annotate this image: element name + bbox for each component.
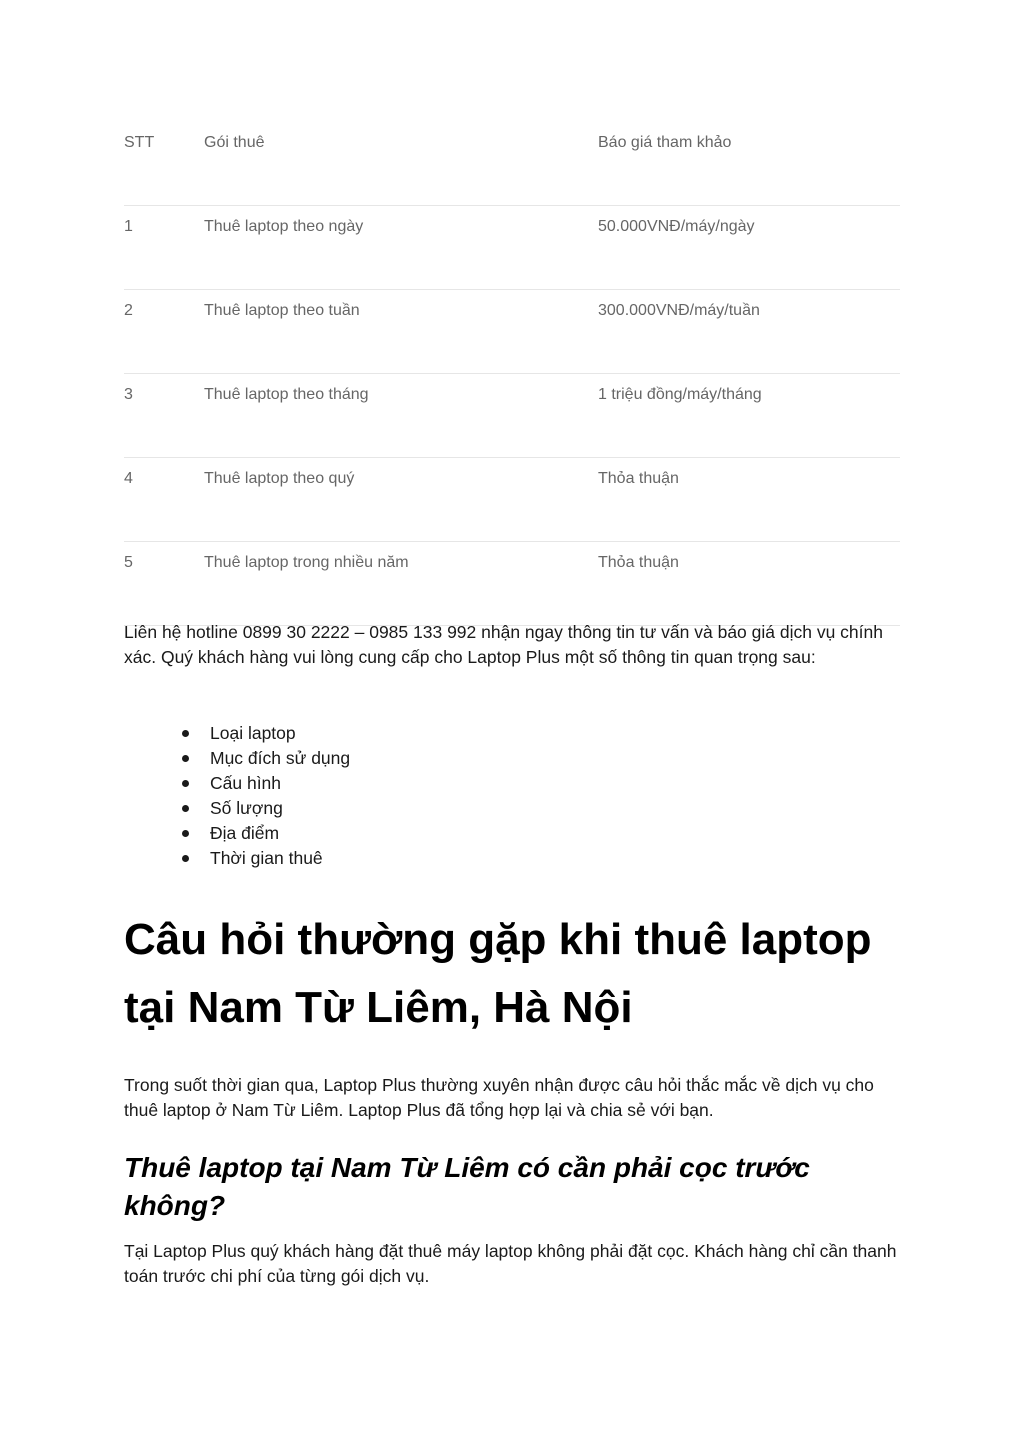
list-item-text: Địa điểm xyxy=(210,823,280,843)
row-price: 1 triệu đồng/máy/tháng xyxy=(598,386,762,403)
row-package: Thuê laptop theo tháng xyxy=(204,386,369,403)
list-item-text: Mục đích sử dụng xyxy=(210,748,351,768)
row-index: 3 xyxy=(124,386,133,403)
price-table xyxy=(124,122,900,626)
list-item-text: Số lượng xyxy=(210,798,283,818)
question-heading: Thuê laptop tại Nam Từ Liêm có cần phải cọc trước không? xyxy=(124,1152,810,1221)
list-item xyxy=(124,796,350,821)
list-item-text: Cấu hình xyxy=(210,773,282,793)
hotline-paragraph: Liên hệ hotline 0899 30 2222 – 0985 133 992 nhận ngay thông tin tư vấn và báo giá dịch vụ chính xác. Quý khách hàng vui lòng cung cấp cho Laptop Plus một số thông tin quan trọng sau: xyxy=(124,622,883,667)
row-price: 50.000VNĐ/máy/ngày xyxy=(598,218,755,235)
faq-intro-paragraph: Trong suốt thời gian qua, Laptop Plus thường xuyên nhận được câu hỏi thắc mắc về dịch vụ cho thuê laptop ở Nam Từ Liêm. Laptop Plus đã tổng hợp lại và chia sẻ với bạn. xyxy=(124,1075,874,1120)
bullet-dot-icon xyxy=(182,855,189,862)
list-item xyxy=(124,771,350,796)
table-row xyxy=(124,290,900,374)
row-package: Thuê laptop trong nhiều năm xyxy=(204,554,409,571)
faq-heading: Câu hỏi thường gặp khi thuê laptop tại Nam Từ Liêm, Hà Nội xyxy=(124,915,872,1032)
row-price: Thỏa thuận xyxy=(598,470,679,487)
row-index: 1 xyxy=(124,218,133,235)
row-price: 300.000VNĐ/máy/tuần xyxy=(598,302,760,319)
list-item xyxy=(124,821,350,846)
row-index: 4 xyxy=(124,470,133,487)
row-package: Thuê laptop theo quý xyxy=(204,470,355,487)
row-index: 2 xyxy=(124,302,133,319)
header-price: Báo giá tham khảo xyxy=(598,134,732,151)
list-item xyxy=(124,846,350,871)
bullet-dot-icon xyxy=(182,830,189,837)
row-index: 5 xyxy=(124,554,133,571)
table-header-row xyxy=(124,122,900,206)
bullet-dot-icon xyxy=(182,755,189,762)
table-row xyxy=(124,374,900,458)
row-package: Thuê laptop theo tuần xyxy=(204,302,360,319)
list-item xyxy=(124,746,350,771)
answer-paragraph: Tại Laptop Plus quý khách hàng đặt thuê máy laptop không phải đặt cọc. Khách hàng chỉ cần thanh toán trước chi phí của từng gói dịch vụ. xyxy=(124,1241,897,1286)
header-stt: STT xyxy=(124,134,155,151)
table-row xyxy=(124,206,900,290)
bullet-dot-icon xyxy=(182,805,189,812)
list-item-text: Loại laptop xyxy=(210,723,296,743)
info-bullet-list xyxy=(124,721,350,871)
table-row xyxy=(124,542,900,626)
row-price: Thỏa thuận xyxy=(598,554,679,571)
row-package: Thuê laptop theo ngày xyxy=(204,218,364,235)
bullet-dot-icon xyxy=(182,780,189,787)
bullet-dot-icon xyxy=(182,730,189,737)
header-package: Gói thuê xyxy=(204,134,265,151)
list-item-text: Thời gian thuê xyxy=(210,848,323,868)
list-item xyxy=(124,721,350,746)
table-row xyxy=(124,458,900,542)
